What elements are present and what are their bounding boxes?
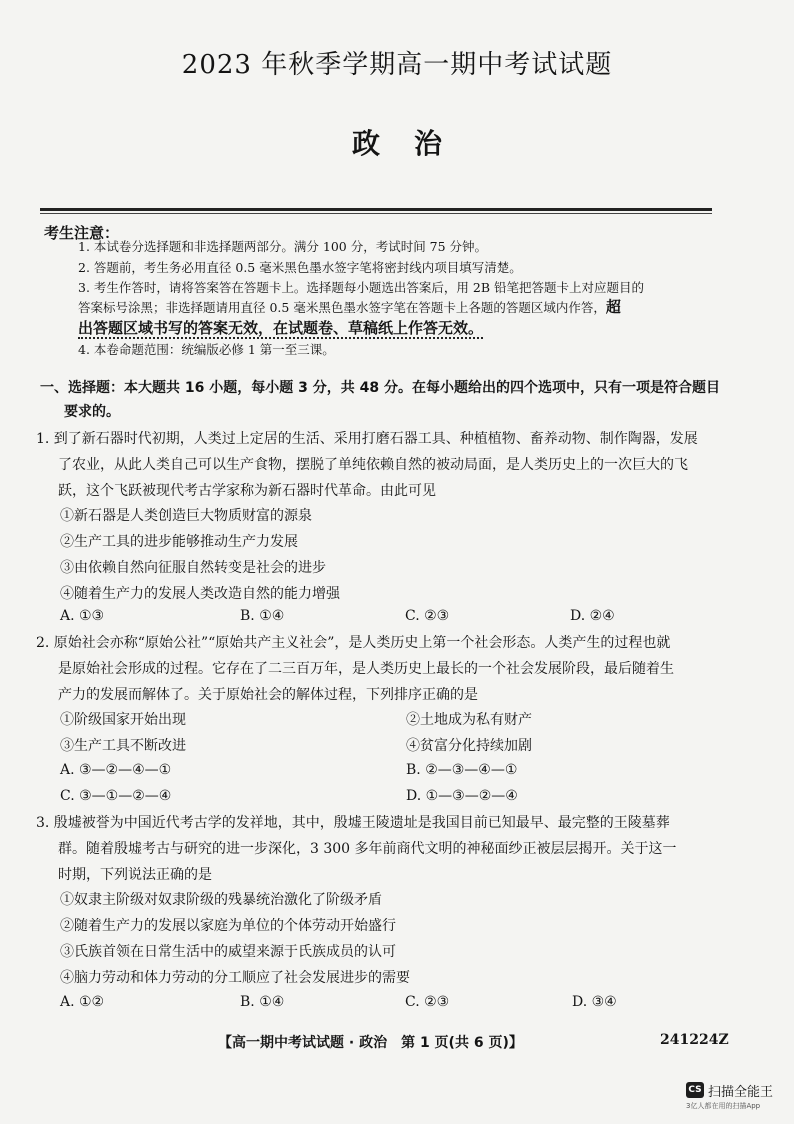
q3-stem-line-3: 时期，下列说法正确的是 — [58, 867, 212, 883]
q2-option-a: A. ③—②—④—① — [60, 762, 172, 778]
notice-emphasis-text: 出答题区域书写的答案无效，在试题卷、草稿纸上作答无效。 — [78, 319, 484, 337]
notice-line-3: 3. 考生作答时，请将答案答在答题卡上。选择题每小题选出答案后，用 2B 铅笔把答题卡上对应题目的 — [78, 280, 644, 295]
q1-item-3: ③由依赖自然向征服自然转变是社会的进步 — [60, 560, 326, 576]
exam-code: 241224Z — [660, 1032, 729, 1048]
notice-line-4: 4. 本卷命题范围：统编版必修 1 第一至三课。 — [78, 342, 335, 357]
q1-stem-line-3: 跃，这个飞跃被现代考古学家称为新石器时代革命。由此可见 — [58, 483, 436, 499]
q1-option-a: A. ①③ — [60, 608, 105, 624]
exam-title: 2023 年秋季学期高一期中考试试题 — [181, 50, 613, 80]
scanner-app-name: 扫描全能王 — [708, 1085, 774, 1100]
q2-item-4: ④贫富分化持续加剧 — [406, 738, 532, 754]
page-footer: 【高一期中考试试题 · 政治 第 1 页(共 6 页)】 — [218, 1035, 523, 1051]
header-divider-thin — [40, 213, 712, 214]
q1-item-2: ②生产工具的进步能够推动生产力发展 — [60, 534, 298, 550]
q2-item-1: ①阶级国家开始出现 — [60, 712, 186, 728]
q1-item-4: ④随着生产力的发展人类改造自然的能力增强 — [60, 586, 340, 602]
q2-option-c: C. ③—①—②—④ — [60, 788, 172, 804]
q3-option-c: C. ②③ — [405, 994, 450, 1010]
q1-option-c: C. ②③ — [405, 608, 450, 624]
q2-stem-line-2: 是原始社会形成的过程。它存在了二三百万年，是人类历史上最长的一个社会发展阶段，最后随着生 — [58, 661, 674, 677]
q1-option-b: B. ①④ — [240, 608, 285, 624]
q1-option-d: D. ②④ — [570, 608, 615, 624]
subject-title: 政治 — [351, 127, 476, 160]
notice-line-1: 1. 本试卷分选择题和非选择题两部分。满分 100 分，考试时间 75 分钟。 — [78, 239, 488, 254]
q2-stem-line-3: 产力的发展而解体了。关于原始社会的解体过程，下列排序正确的是 — [58, 687, 478, 703]
q2-stem-line-1: 2. 原始社会亦称“原始公社”“原始共产主义社会”，是人类历史上第一个社会形态。人类产生的过程也就 — [36, 635, 671, 651]
question-1-stem — [36, 426, 716, 504]
notice-line-3-text: 答案标号涂黑；非选择题请用直径 0.5 毫米黑色墨水签字笔在答题卡上各题的答题区域内作答， — [78, 300, 606, 315]
q1-stem-line-2: 了农业，从此人类自己可以生产食物，摆脱了单纯依赖自然的被动局面，是人类历史上的一次巨大的飞 — [58, 457, 688, 473]
question-2-stem — [36, 630, 716, 708]
question-3-stem — [36, 810, 716, 888]
header-divider — [40, 208, 712, 211]
q2-item-3: ③生产工具不断改进 — [60, 738, 186, 754]
q3-option-a: A. ①② — [60, 994, 105, 1010]
q3-option-b: B. ①④ — [240, 994, 285, 1010]
notice-heading: 考生注意： — [44, 224, 120, 242]
section-heading — [40, 376, 720, 424]
q3-item-4: ④脑力劳动和体力劳动的分工顺应了社会发展进步的需要 — [60, 970, 410, 986]
section-heading-line-1: 一、选择题：本大题共 16 小题，每小题 3 分，共 48 分。在每小题给出的四个选项中，只有一项是符合题目 — [40, 380, 720, 396]
section-heading-line-2: 要求的。 — [64, 404, 120, 420]
q3-option-d: D. ③④ — [572, 994, 617, 1010]
q3-stem-line-1: 3. 殷墟被誉为中国近代考古学的发祥地，其中，殷墟王陵遗址是我国目前已知最早、最完整的王陵墓葬 — [36, 815, 670, 831]
q1-stem-line-1: 1. 到了新石器时代初期，人类过上定居的生活、采用打磨石器工具、种植植物、畜养动物、制作陶器，发展 — [36, 431, 698, 447]
q3-item-1: ①奴隶主阶级对奴隶阶级的残暴统治激化了阶级矛盾 — [60, 892, 382, 908]
q2-option-b: B. ②—③—④—① — [406, 762, 518, 778]
notice-line-3-cont — [78, 298, 718, 317]
q3-item-2: ②随着生产力的发展以家庭为单位的个体劳动开始盛行 — [60, 918, 396, 934]
camscanner-logo-icon: CS — [686, 1082, 704, 1098]
notice-line-2: 2. 答题前，考生务必用直径 0.5 毫米黑色墨水签字笔将密封线内项目填写清楚。 — [78, 260, 522, 275]
scanner-tagline: 3亿人都在用的扫描App — [686, 1102, 761, 1110]
notice-line-3-bold: 超 — [605, 298, 621, 316]
q3-item-3: ③氏族首领在日常生活中的威望来源于氏族成员的认可 — [60, 944, 396, 960]
q2-option-d: D. ①—③—②—④ — [406, 788, 518, 804]
q1-item-1: ①新石器是人类创造巨大物质财富的源泉 — [60, 508, 312, 524]
q3-stem-line-2: 群。随着殷墟考古与研究的进一步深化，3 300 多年前商代文明的神秘面纱正被层层揭开。关于这一 — [58, 841, 677, 857]
notice-emphasis — [78, 317, 483, 338]
q2-item-2: ②土地成为私有财产 — [406, 712, 532, 728]
